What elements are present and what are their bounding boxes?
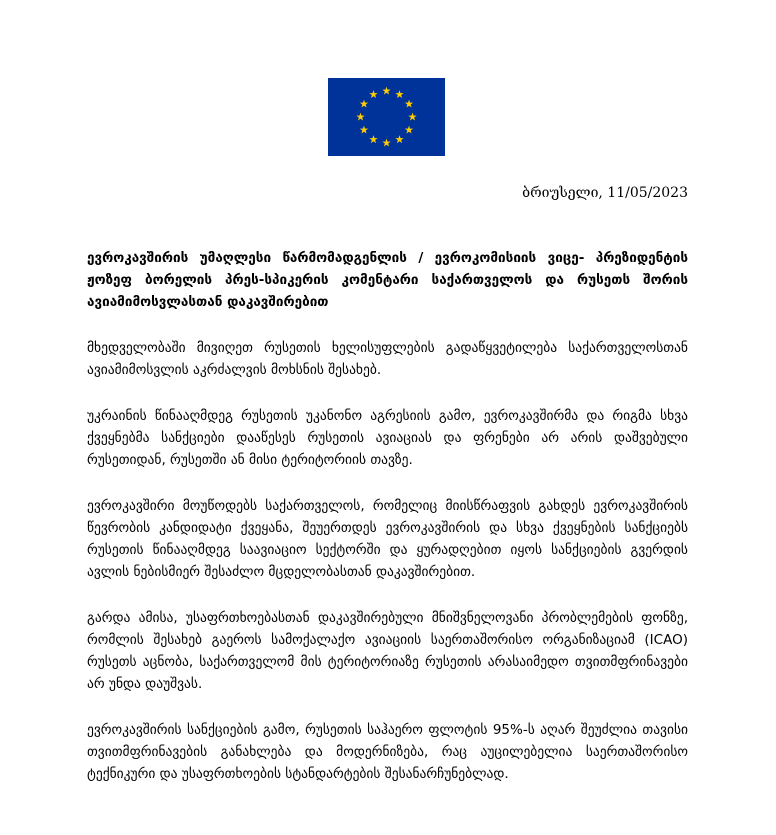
paragraph: ევროკავშირის სანქციების გამო, რუსეთის საჰაერო ფლოტის 95%-ს აღარ შეუძლია თავისი თვითმფრინავების განახლება და მოდერნიზება, რაც აუცილებელია საერთაშორისო ტექნიკური და უსაფრთხოების სტანდარტების შესანარჩუნებლად. [87,722,688,782]
paragraph: მხედველობაში მივიღეთ რუსეთის ხელისუფლების გადაწყვეტილება საქართველოსთან ავიამიმოსვლის აკრძალვის მოხსნის შესახებ. [87,340,688,378]
document-title: ევროკავშირის უმაღლესი წარმომადგენლის / ევროკომისიის ვიცე- პრეზიდენტის ჟოზეფ ბორელის პრეს-სპიკერის კომენტარი საქართველოს და რუსეთს შორის ავიამიმოსვლასთან დაკავშირებით [87,250,688,310]
paragraph: გარდა ამისა, უსაფრთხოებასთან დაკავშირებული მნიშვნელოვანი პრობლემების ფონზე, რომლის შესახებ გაეროს სამოქალაქო ავიაციის საერთაშორისო ორგანიზაციამ (ICAO) რუსეთს აცნობა, საქართველომ მის ტერიტორიაზე რუსეთის არასაიმედო თვითმფრინავები არ უნდა დაუშვას. [87,610,688,692]
eu-flag-icon [328,78,445,156]
paragraph: ევროკავშირი მოუწოდებს საქართველოს, რომელიც მიისწრაფვის გახდეს ევროკავშირის წევრობის კანდიდატი ქვეყანა, შეუერთდეს ევროკავშირის და სხვა ქვეყნების სანქციებს რუსეთის წინააღმდეგ საავიაციო სექტორში და ყურადღებით იყოს სანქციების გვერდის ავლის ნებისმიერ შესაძლო მცდელობასთან დაკავშირებით. [87,498,688,580]
dateline: ბრიუსელი, 11/05/2023 [522,185,688,201]
paragraph: უკრაინის წინააღმდეგ რუსეთის უკანონო აგრესიის გამო, ევროკავშირმა და რიგმა სხვა ქვეყნებმა სანქციები დააწესეს რუსეთის ავიაციას და ფრენები არ არის დაშვებული რუსეთიდან, რუსეთში ან მისი ტერიტორიის თავზე. [87,408,688,468]
document-body [87,247,688,809]
